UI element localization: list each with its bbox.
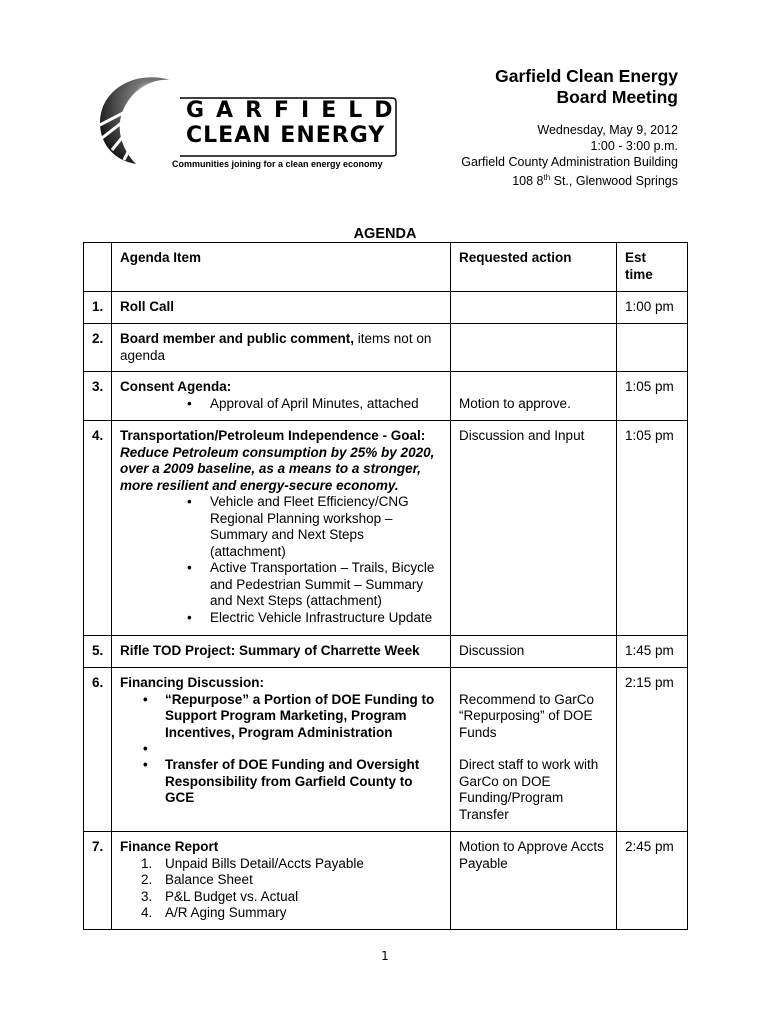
agenda-table	[83, 242, 688, 930]
logo	[82, 68, 412, 176]
logo-line1: GARFIELD	[186, 98, 405, 123]
table-row: 1. Roll Call 1:00 pm	[84, 292, 688, 324]
col-header-time: Est time	[617, 243, 688, 292]
list-item: 3. P&L Budget vs. Actual	[141, 888, 299, 904]
page-number: 1	[381, 949, 389, 963]
table-row: 4. Transportation/Petroleum Independence - Goal: Reduce Petroleum consumption by 25% by 2020, over a 2009 baseline, as a means to a stronger, more resilient and energy-secure economy. • Vehicle and Fleet Efficiency/CNG Regional Planning workshop – Summary and Next Steps (attachment) • Active Transportation – Trails, Bicycle and Pedestrian Summit – Summary and Next Steps (attachment) • Electric Vehicle Infrastructure Update Discussion and Input 1:05 pm	[84, 421, 688, 636]
meeting-location: Garfield County Administration Building	[461, 155, 678, 169]
logo-tagline: Communities joining for a clean energy economy	[172, 159, 383, 169]
goal-statement: Reduce Petroleum consumption by 25% by 2020, over a 2009 baseline, as a means to a stronger, more resilient and energy-secure economy.	[120, 444, 435, 493]
table-row: 5. Rifle TOD Project: Summary of Charrette Week Discussion 1:45 pm	[84, 636, 688, 668]
agenda-item-title: Roll Call	[112, 292, 451, 324]
table-row: 2. Board member and public comment, items not on agenda	[84, 324, 688, 372]
list-item: • Electric Vehicle Infrastructure Update	[210, 610, 442, 627]
est-time: 1:05 pm	[617, 372, 688, 421]
est-time: 2:45 pm	[617, 832, 688, 930]
table-row: 7. Finance Report 1. Unpaid Bills Detail/Accts Payable 2. Balance Sheet 3. P&L Budget vs. Actual 4. A/R Aging Summary Motion to Approve Accts Payable 2:45 pm	[84, 832, 688, 930]
requested-action: Recommend to GarCo “Repurposing” of DOE Funds	[459, 691, 595, 740]
est-time: 1:45 pm	[617, 636, 688, 668]
list-item: • “Repurpose” a Portion of DOE Funding to Support Program Marketing, Program Incentives, Program Administration	[165, 692, 442, 742]
agenda-item-title: Transportation/Petroleum Independence - Goal:	[120, 428, 426, 443]
logo-frame	[178, 96, 398, 158]
est-time: 1:05 pm	[617, 421, 688, 636]
requested-action: Discussion	[451, 636, 617, 668]
list-item: • Active Transportation – Trails, Bicycle and Pedestrian Summit – Summary and Next Steps (attachment)	[210, 560, 442, 610]
requested-action: Motion to approve.	[459, 395, 571, 411]
meeting-date: Wednesday, May 9, 2012	[537, 123, 678, 137]
table-header-row	[84, 243, 688, 292]
meeting-time: 1:00 - 3:00 p.m.	[590, 139, 678, 153]
requested-action: Discussion and Input	[451, 421, 617, 636]
agenda-item-title: Financing Discussion:	[120, 675, 265, 690]
agenda-item-title: Board member and public comment, items not on agenda	[112, 324, 451, 372]
est-time: 1:00 pm	[617, 292, 688, 324]
agenda-item-title: Consent Agenda:	[120, 379, 232, 394]
list-item: 4. A/R Aging Summary	[141, 905, 287, 920]
list-item: • Vehicle and Fleet Efficiency/CNG Regional Planning workshop – Summary and Next Steps (attachment)	[210, 494, 442, 560]
col-header-item: Agenda Item	[112, 243, 451, 292]
requested-action: Motion to Approve Accts Payable	[451, 832, 617, 930]
table-row: 3. Consent Agenda: • Approval of April Minutes, attached Motion to approve. 1:05 pm	[84, 372, 688, 421]
meeting-header	[461, 66, 678, 189]
est-time: 2:15 pm	[617, 668, 688, 832]
list-item: 2. Balance Sheet	[141, 872, 253, 887]
agenda-title: AGENDA	[353, 226, 417, 242]
agenda-item-title: Rifle TOD Project: Summary of Charrette Week	[112, 636, 451, 668]
agenda-item-title: Finance Report	[120, 839, 219, 854]
table-row: 6. Financing Discussion: • “Repurpose” a Portion of DOE Funding to Support Program Marketing, Program Incentives, Program Administration • • Transfer of DOE Funding and Oversight Responsibility from Garfield County to GCE Recommend to GarCo “Repurposing” of DOE Funds Direct staff to work with GarCo on DOE Funding/Program Transfer 2:15 pm	[84, 668, 688, 832]
meeting-title-line2: Board Meeting	[556, 87, 678, 107]
list-item: • Transfer of DOE Funding and Oversight Responsibility from Garfield County to GCE	[165, 757, 442, 807]
meeting-address: 108 8th St., Glenwood Springs	[512, 173, 678, 189]
list-item: 1. Unpaid Bills Detail/Accts Payable	[141, 855, 364, 871]
requested-action: Direct staff to work with GarCo on DOE Funding/Program Transfer	[459, 757, 599, 822]
meeting-title-line1: Garfield Clean Energy	[495, 66, 678, 86]
list-item: • Approval of April Minutes, attached	[210, 396, 442, 413]
col-header-action: Requested action	[451, 243, 617, 292]
logo-line2: CLEAN ENERGY	[186, 123, 386, 148]
